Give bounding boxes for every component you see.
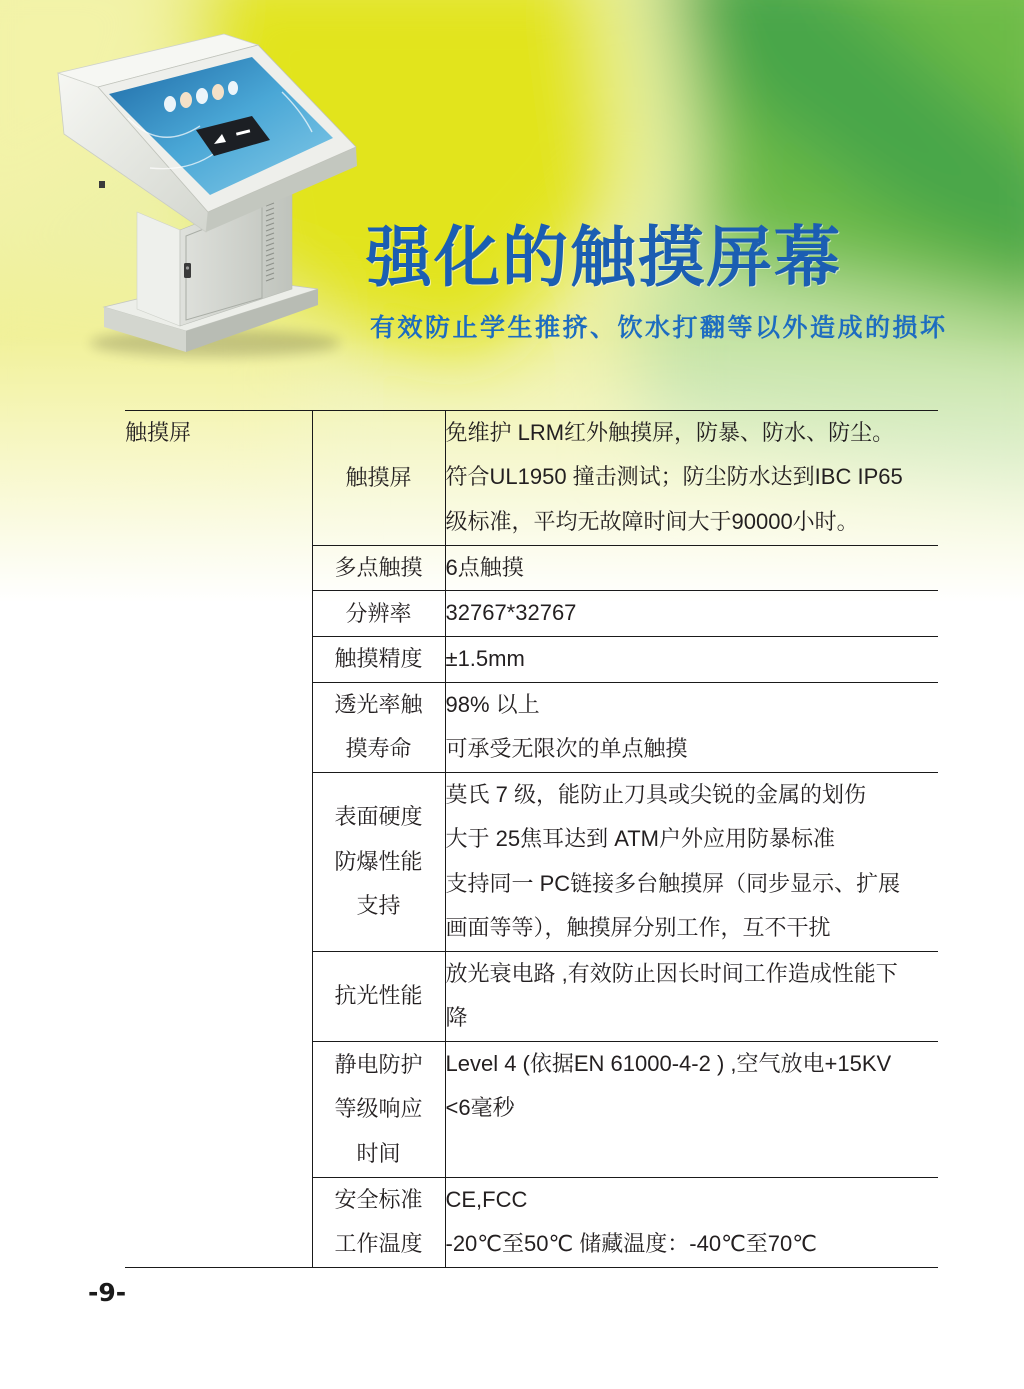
spec-category-label: 触摸屏: [125, 420, 192, 445]
spec-value-cell: [445, 1177, 938, 1267]
spec-value-line: -20℃至50℃ 储藏温度：-40℃至70℃: [445, 1231, 817, 1257]
spec-label-cell: [312, 546, 445, 591]
spec-value-line: ±1.5mm: [445, 646, 525, 672]
spec-label-cell: [312, 1177, 445, 1267]
spec-value-line: CE,FCC: [445, 1186, 528, 1212]
spec-label-line: 摸寿命: [345, 736, 412, 762]
spec-label-cell: [312, 682, 445, 772]
spec-value-line: <6毫秒: [445, 1095, 515, 1121]
spec-value-line: 降: [445, 1005, 468, 1031]
spec-label-line: 等级响应: [334, 1096, 423, 1122]
spec-label-cell: [312, 591, 445, 637]
spec-label-line: 分辨率: [345, 600, 412, 626]
kiosk-product-image: [0, 0, 400, 380]
spec-value-cell: [445, 546, 938, 591]
spec-row-touch-screen: [125, 411, 938, 546]
spec-label-line: 工作温度: [334, 1231, 423, 1257]
spec-value-line: 32767*32767: [445, 600, 577, 626]
page-subtitle: 有效防止学生推挤、饮水打翻等以外造成的损坏: [370, 313, 948, 342]
spec-label-line: 静电防护: [334, 1051, 423, 1077]
spec-value-line: 放光衰电路 ,有效防止因长时间工作造成性能下: [445, 960, 898, 986]
spec-label-cell: [312, 772, 445, 951]
spec-label-cell: [312, 637, 445, 682]
spec-value-cell: [445, 1041, 938, 1177]
spec-label-cell: [312, 1041, 445, 1177]
spec-label-line: 安全标准: [334, 1186, 423, 1212]
spec-label-line: 抗光性能: [334, 983, 423, 1009]
spec-value-line: 画面等等），触摸屏分别工作，互不干扰: [445, 915, 831, 941]
spec-value-line: 级标准，平均无故障时间大于90000小时。: [445, 508, 859, 534]
spec-label-line: 透光率触: [334, 691, 423, 717]
spec-category-cell: [125, 411, 312, 1268]
spec-value-cell: [445, 591, 938, 637]
page-number: -9-: [88, 1278, 127, 1307]
spec-value-line: 98% 以上: [445, 691, 540, 717]
spec-value-line: 可承受无限次的单点触摸: [445, 736, 688, 762]
spec-label-line: 时间: [356, 1140, 401, 1166]
spec-value-line: Level 4 (依据EN 61000-4-2 ) ,空气放电+15KV: [445, 1050, 892, 1076]
spec-label-cell: [312, 951, 445, 1041]
spec-value-line: 支持同一 PC链接多台触摸屏（同步显示、扩展: [445, 870, 901, 896]
page-title: 强化的触摸屏幕: [366, 219, 842, 296]
spec-label-cell: [312, 411, 445, 546]
spec-value-cell: [445, 951, 938, 1041]
spec-label-line: 多点触摸: [334, 555, 423, 580]
spec-value-line: 符合UL1950 撞击测试；防尘防水达到IBC IP65: [445, 464, 903, 490]
spec-value-cell: [445, 411, 938, 546]
spec-value-cell: [445, 772, 938, 951]
spec-value-line: 免维护 LRM红外触摸屏，防暴、防水、防尘。: [445, 420, 895, 445]
spec-value-cell: [445, 637, 938, 682]
spec-label-line: 防爆性能: [334, 848, 423, 874]
spec-label-line: 支持: [356, 893, 401, 919]
spec-value-cell: [445, 682, 938, 772]
spec-label-line: 触摸屏: [345, 464, 412, 490]
spec-table: [125, 410, 938, 1268]
spec-label-line: 触摸精度: [334, 646, 423, 672]
spec-value-line: 大于 25焦耳达到 ATM户外应用防暴标准: [445, 826, 836, 852]
spec-value-line: 6点触摸: [445, 555, 524, 580]
spec-label-line: 表面硬度: [334, 804, 423, 830]
spec-value-line: 莫氏 7 级，能防止刀具或尖锐的金属的划伤: [445, 781, 866, 807]
